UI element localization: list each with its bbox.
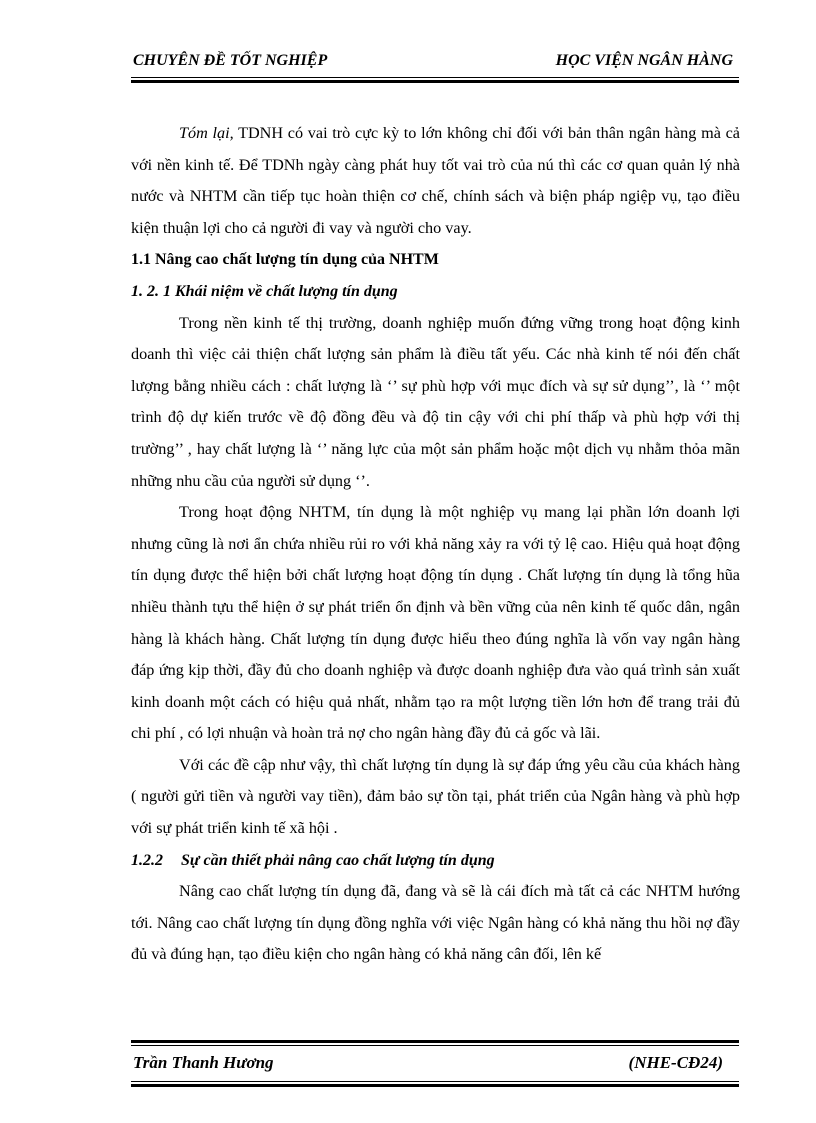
summary-text: TDNH có vai trò cực kỳ to lớn không chỉ đối với bản thân ngân hàng mà cả với nền kinh tế. Để TDNh ngày càng phát huy tốt vai trò của nú thì các cơ quan quản lý nhà nước và NHTM cần tiếp tục hoàn thiện cơ chế, chính sách và biện pháp ngiệp vụ, tạo điều kiện thuận lợi cho cả người đi vay và người cho vay.	[131, 124, 740, 237]
paragraph-credit-activity: Trong hoạt động NHTM, tín dụng là một nghiệp vụ mang lại phần lớn doanh lợi nhưng cũng là nơi ẩn chứa nhiều rủi ro với khả năng xảy ra với tỷ lệ cao. Hiệu quả hoạt động tín dụng được thể hiện bởi chất lượng hoạt động tín dụng . Chất lượng tín dụng là tổng hũa nhiều thành tựu thể hiện ở sự phát triển ổn định và bền vững của nên kinh tế quốc dân, ngân hàng là khách hàng. Chất lượng tín dụng được hiểu theo đúng nghĩa là vốn vay ngân hàng đáp ứng kịp thời, đầy đủ cho doanh nghiệp và được doanh nghiệp đưa vào quá trình sản xuất kinh doanh một cách có hiệu quả nhất, nhằm tạo ra một lượng tiền lớn hơn để trang trải đủ chi phí , có lợi nhuận và hoàn trả nợ cho ngân hàng đầy đủ cả gốc và lãi.	[131, 503, 740, 743]
header-left-title: CHUYÊN ĐỀ TỐT NGHIỆP	[133, 52, 328, 69]
paragraph-necessity: Nâng cao chất lượng tín dụng đã, đang và sẽ là cái đích mà tất cả các NHTM hướng tới. Nâng cao chất lượng tín dụng đồng nghĩa với việc Ngân hàng có khả năng thu hồi nợ đầy đủ và đúng hạn, tạo điều kiện cho ngân hàng có khả năng cân đối, lên kế	[131, 882, 740, 964]
subsection-heading-1-2-2	[131, 845, 740, 877]
section-heading-1-1: 1.1 Nâng cao chất lượng tín dụng của NHTM	[131, 251, 439, 269]
footer-author: Trần Thanh Hương	[133, 1053, 274, 1072]
footer-class-code: (NHE-CĐ24)	[628, 1053, 723, 1072]
paragraph-credit-quality-definition: Với các đề cập như vậy, thì chất lượng tín dụng là sự đáp ứng yêu cầu của khách hàng ( người gửi tiền và người vay tiền), đảm bảo sự tồn tại, phát triển của Ngân hàng và phù hợp với sự phát triển kinh tế xã hội .	[131, 755, 740, 838]
footer-rule-thick-top	[131, 1040, 739, 1043]
page-footer	[131, 1053, 739, 1077]
subsection-number: 1.2.2	[131, 851, 163, 869]
page-header	[131, 52, 735, 74]
page-body	[131, 118, 740, 971]
header-rule-thick	[131, 80, 739, 83]
subsection-title: Sự cần thiết phải nâng cao chất lượng tín dụng	[181, 851, 495, 869]
header-rule-thin	[131, 77, 739, 78]
footer-rule-thick-bottom	[131, 1084, 739, 1087]
footer-rule-thin-bottom	[131, 1081, 739, 1082]
paragraph-quality-concept: Trong nền kinh tế thị trường, doanh nghiệp muốn đứng vững trong hoạt động kinh doanh thì việc cải thiện chất lượng sản phẩm là điều tất yếu. Các nhà kinh tế nói đến chất lượng bằng nhiều cách : chất lượng là ‘’ sự phù hợp với mục đích và sự sử dụng’’, là ‘’ một trình độ dự kiến trước về độ đồng đều và độ tin cậy với chi phí thấp và phù hợp với thị trường’’ , hay chất lượng là ‘’ năng lực của một sản phẩm hoặc một dịch vụ nhằm thỏa mãn những nhu cầu của người sử dụng ‘’.	[131, 313, 740, 490]
subsection-heading-1-2-1: 1. 2. 1 Khái niệm về chất lượng tín dụng	[131, 282, 398, 300]
summary-lead: Tóm lại,	[179, 124, 234, 142]
header-right-title: HỌC VIỆN NGÂN HÀNG	[555, 52, 733, 69]
paragraph-summary	[131, 118, 740, 244]
footer-rule-thin-top	[131, 1045, 739, 1046]
